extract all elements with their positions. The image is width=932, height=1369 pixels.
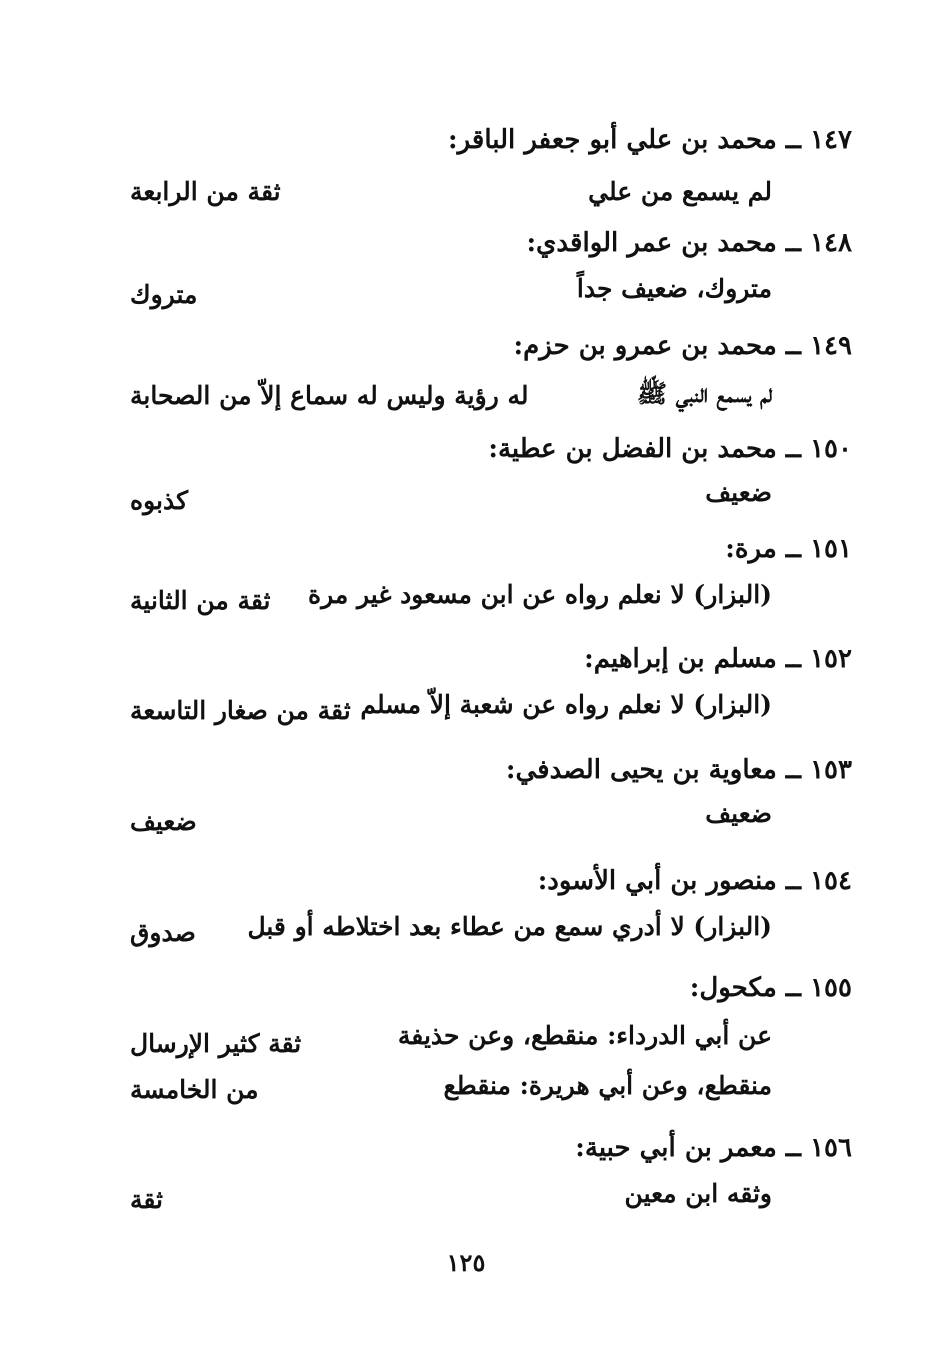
entry-comment: لم يسمع من علي <box>588 177 772 206</box>
entry-comment: (البزار) لا أدري سمع من عطاء بعد اختلاطه أو قبل <box>247 912 772 941</box>
entry-heading: ١٥٠ ــ محمد بن الفضل بن عطية: <box>488 434 852 464</box>
entry-grade: له رؤية وليس له سماع إلاّ من الصحابة <box>130 381 529 410</box>
entry-grade: صدوق <box>130 918 196 947</box>
entry-heading: ١٥٦ ــ معمر بن أبي حبية: <box>575 1133 852 1163</box>
entry-heading: ١٥٣ ــ معاوية بن يحيى الصدفي: <box>505 755 852 785</box>
entry-heading: ١٥٤ ــ منصور بن أبي الأسود: <box>537 866 852 896</box>
entry-comment: (البزار) لا نعلم رواه عن شعبة إلاّ مسلم <box>360 690 772 719</box>
entry-grade: ثقة من الرابعة <box>130 177 281 206</box>
entry-comment: منقطع، وعن أبي هريرة: منقطع <box>443 1071 772 1100</box>
entry-comment: لم يسمع النبي ﷺ <box>636 379 772 408</box>
entry-grade: ثقة كثير الإرسال <box>130 1029 302 1058</box>
entry-comment: (البزار) لا نعلم رواه عن ابن مسعود غير مرة <box>308 580 772 609</box>
entry-grade: كذبوه <box>130 486 188 515</box>
entry-heading: ١٤٧ ــ محمد بن علي أبو جعفر الباقر: <box>447 125 852 155</box>
entry-heading: ١٥٢ ــ مسلم بن إبراهيم: <box>584 644 852 674</box>
entry-comment: ضعيف <box>705 799 772 828</box>
entry-heading: ١٤٨ ــ محمد بن عمر الواقدي: <box>526 228 852 258</box>
entry-comment: عن أبي الدرداء: منقطع، وعن حذيفة <box>397 1021 772 1050</box>
entry-grade: ثقة من صغار التاسعة <box>130 696 351 725</box>
page-number: ١٢٥ <box>446 1248 486 1277</box>
entry-heading: ١٤٩ ــ محمد بن عمرو بن حزم: <box>513 331 852 361</box>
entry-grade: متروك <box>130 280 198 309</box>
entry-comment: متروك، ضعيف جداً <box>576 274 772 303</box>
entry-comment: وثقه ابن معين <box>624 1179 772 1208</box>
entry-comment: ضعيف <box>705 478 772 507</box>
entry-heading: ١٥١ ــ مرة: <box>725 534 852 564</box>
entry-grade: من الخامسة <box>130 1075 259 1104</box>
entry-grade: ثقة من الثانية <box>130 586 271 615</box>
entry-heading: ١٥٥ ــ مكحول: <box>689 973 852 1003</box>
entry-grade: ضعيف <box>130 807 197 836</box>
entry-grade: ثقة <box>130 1185 164 1214</box>
